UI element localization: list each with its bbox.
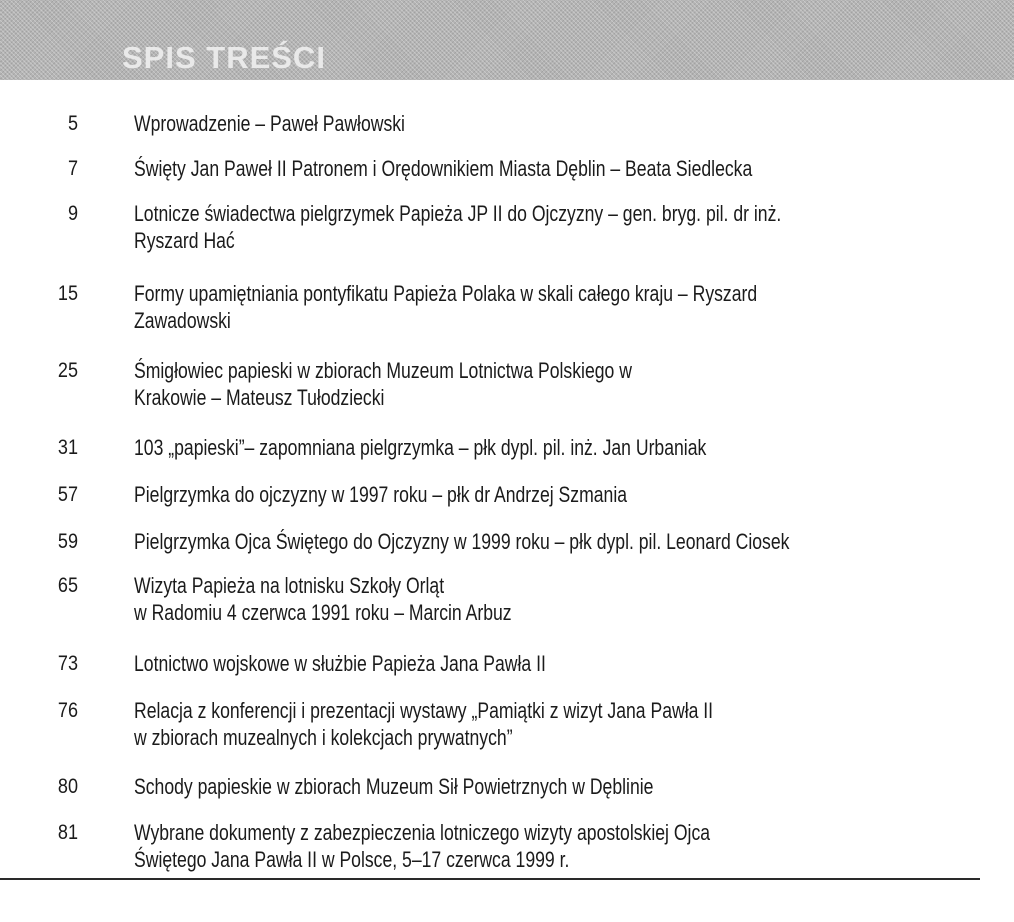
toc-title-line: Formy upamiętniania pontyfikatu Papieża Polaka w skali całego kraju – Ryszard — [134, 281, 758, 306]
toc-title-line: Schody papieskie w zbiorach Muzeum Sił Powietrznych w Dęblinie — [134, 774, 654, 799]
toc-entry-title — [134, 434, 934, 461]
toc-page-number: 57 — [57, 483, 78, 506]
toc-title-line: Świętego Jana Pawła II w Polsce, 5–17 czerwca 1999 r. — [134, 847, 570, 872]
header-band — [0, 0, 1014, 80]
toc-page-number: 76 — [57, 699, 78, 722]
bottom-divider — [0, 878, 980, 880]
toc-title-line: Relacja z konferencji i prezentacji wystawy „Pamiątki z wizyt Jana Pawła II — [134, 698, 714, 723]
toc-title-line: w zbiorach muzealnych i kolekcjach prywatnych” — [134, 725, 513, 750]
toc-title-line: Krakowie – Mateusz Tułodziecki — [134, 385, 385, 410]
toc-title-line: Święty Jan Paweł II Patronem i Orędownikiem Miasta Dęblin – Beata Siedlecka — [134, 156, 753, 181]
toc-entry-title — [134, 650, 934, 677]
toc-entry-title — [134, 572, 934, 626]
toc-title-line: Śmigłowiec papieski w zbiorach Muzeum Lotnictwa Polskiego w — [134, 358, 632, 383]
toc-page-number: 59 — [57, 530, 78, 553]
toc-page-number: 15 — [57, 282, 78, 305]
toc-title-line: Lotnicze świadectwa pielgrzymek Papieża JP II do Ojczyzny – gen. bryg. pil. dr inż. — [134, 201, 782, 226]
toc-page-number: 31 — [57, 436, 78, 459]
toc-entry-title — [134, 819, 934, 873]
toc-entry-title — [134, 155, 934, 182]
toc-entry-title — [134, 697, 934, 751]
toc-title-line: Wprowadzenie – Paweł Pawłowski — [134, 111, 405, 136]
toc-title-line: Zawadowski — [134, 308, 231, 333]
toc-entry-title — [134, 110, 934, 137]
toc-page-number: 73 — [57, 652, 78, 675]
toc-entry-title — [134, 481, 934, 508]
toc-title-line: Lotnictwo wojskowe w służbie Papieża Jana Pawła II — [134, 651, 546, 676]
toc-page-number: 25 — [57, 359, 78, 382]
toc-page-number: 80 — [57, 775, 78, 798]
toc-entry-title — [134, 280, 934, 334]
toc-page-number: 81 — [57, 821, 78, 844]
toc-title-line: Wizyta Papieża na lotnisku Szkoły Orląt — [134, 573, 445, 598]
toc-title-line: w Radomiu 4 czerwca 1991 roku – Marcin Arbuz — [134, 600, 512, 625]
toc-title-line: Wybrane dokumenty z zabezpieczenia lotniczego wizyty apostolskiej Ojca — [134, 820, 711, 845]
toc-entry-title — [134, 357, 934, 411]
toc-entry-title — [134, 773, 934, 800]
toc-page-number: 5 — [67, 112, 78, 135]
toc-entry-title — [134, 200, 934, 254]
toc-page-number: 9 — [67, 202, 78, 225]
toc-title-line: 103 „papieski”– zapomniana pielgrzymka – płk dypl. pil. inż. Jan Urbaniak — [134, 435, 707, 460]
toc-page-number: 65 — [57, 574, 78, 597]
toc-title-line: Pielgrzymka Ojca Świętego do Ojczyzny w 1999 roku – płk dypl. pil. Leonard Ciosek — [134, 529, 790, 554]
toc-entry-title — [134, 528, 934, 555]
toc-page-number: 7 — [67, 157, 78, 180]
page-title: SPIS TREŚCI — [122, 40, 326, 75]
toc-title-line: Ryszard Hać — [134, 228, 235, 253]
toc-title-line: Pielgrzymka do ojczyzny w 1997 roku – płk dr Andrzej Szmania — [134, 482, 628, 507]
